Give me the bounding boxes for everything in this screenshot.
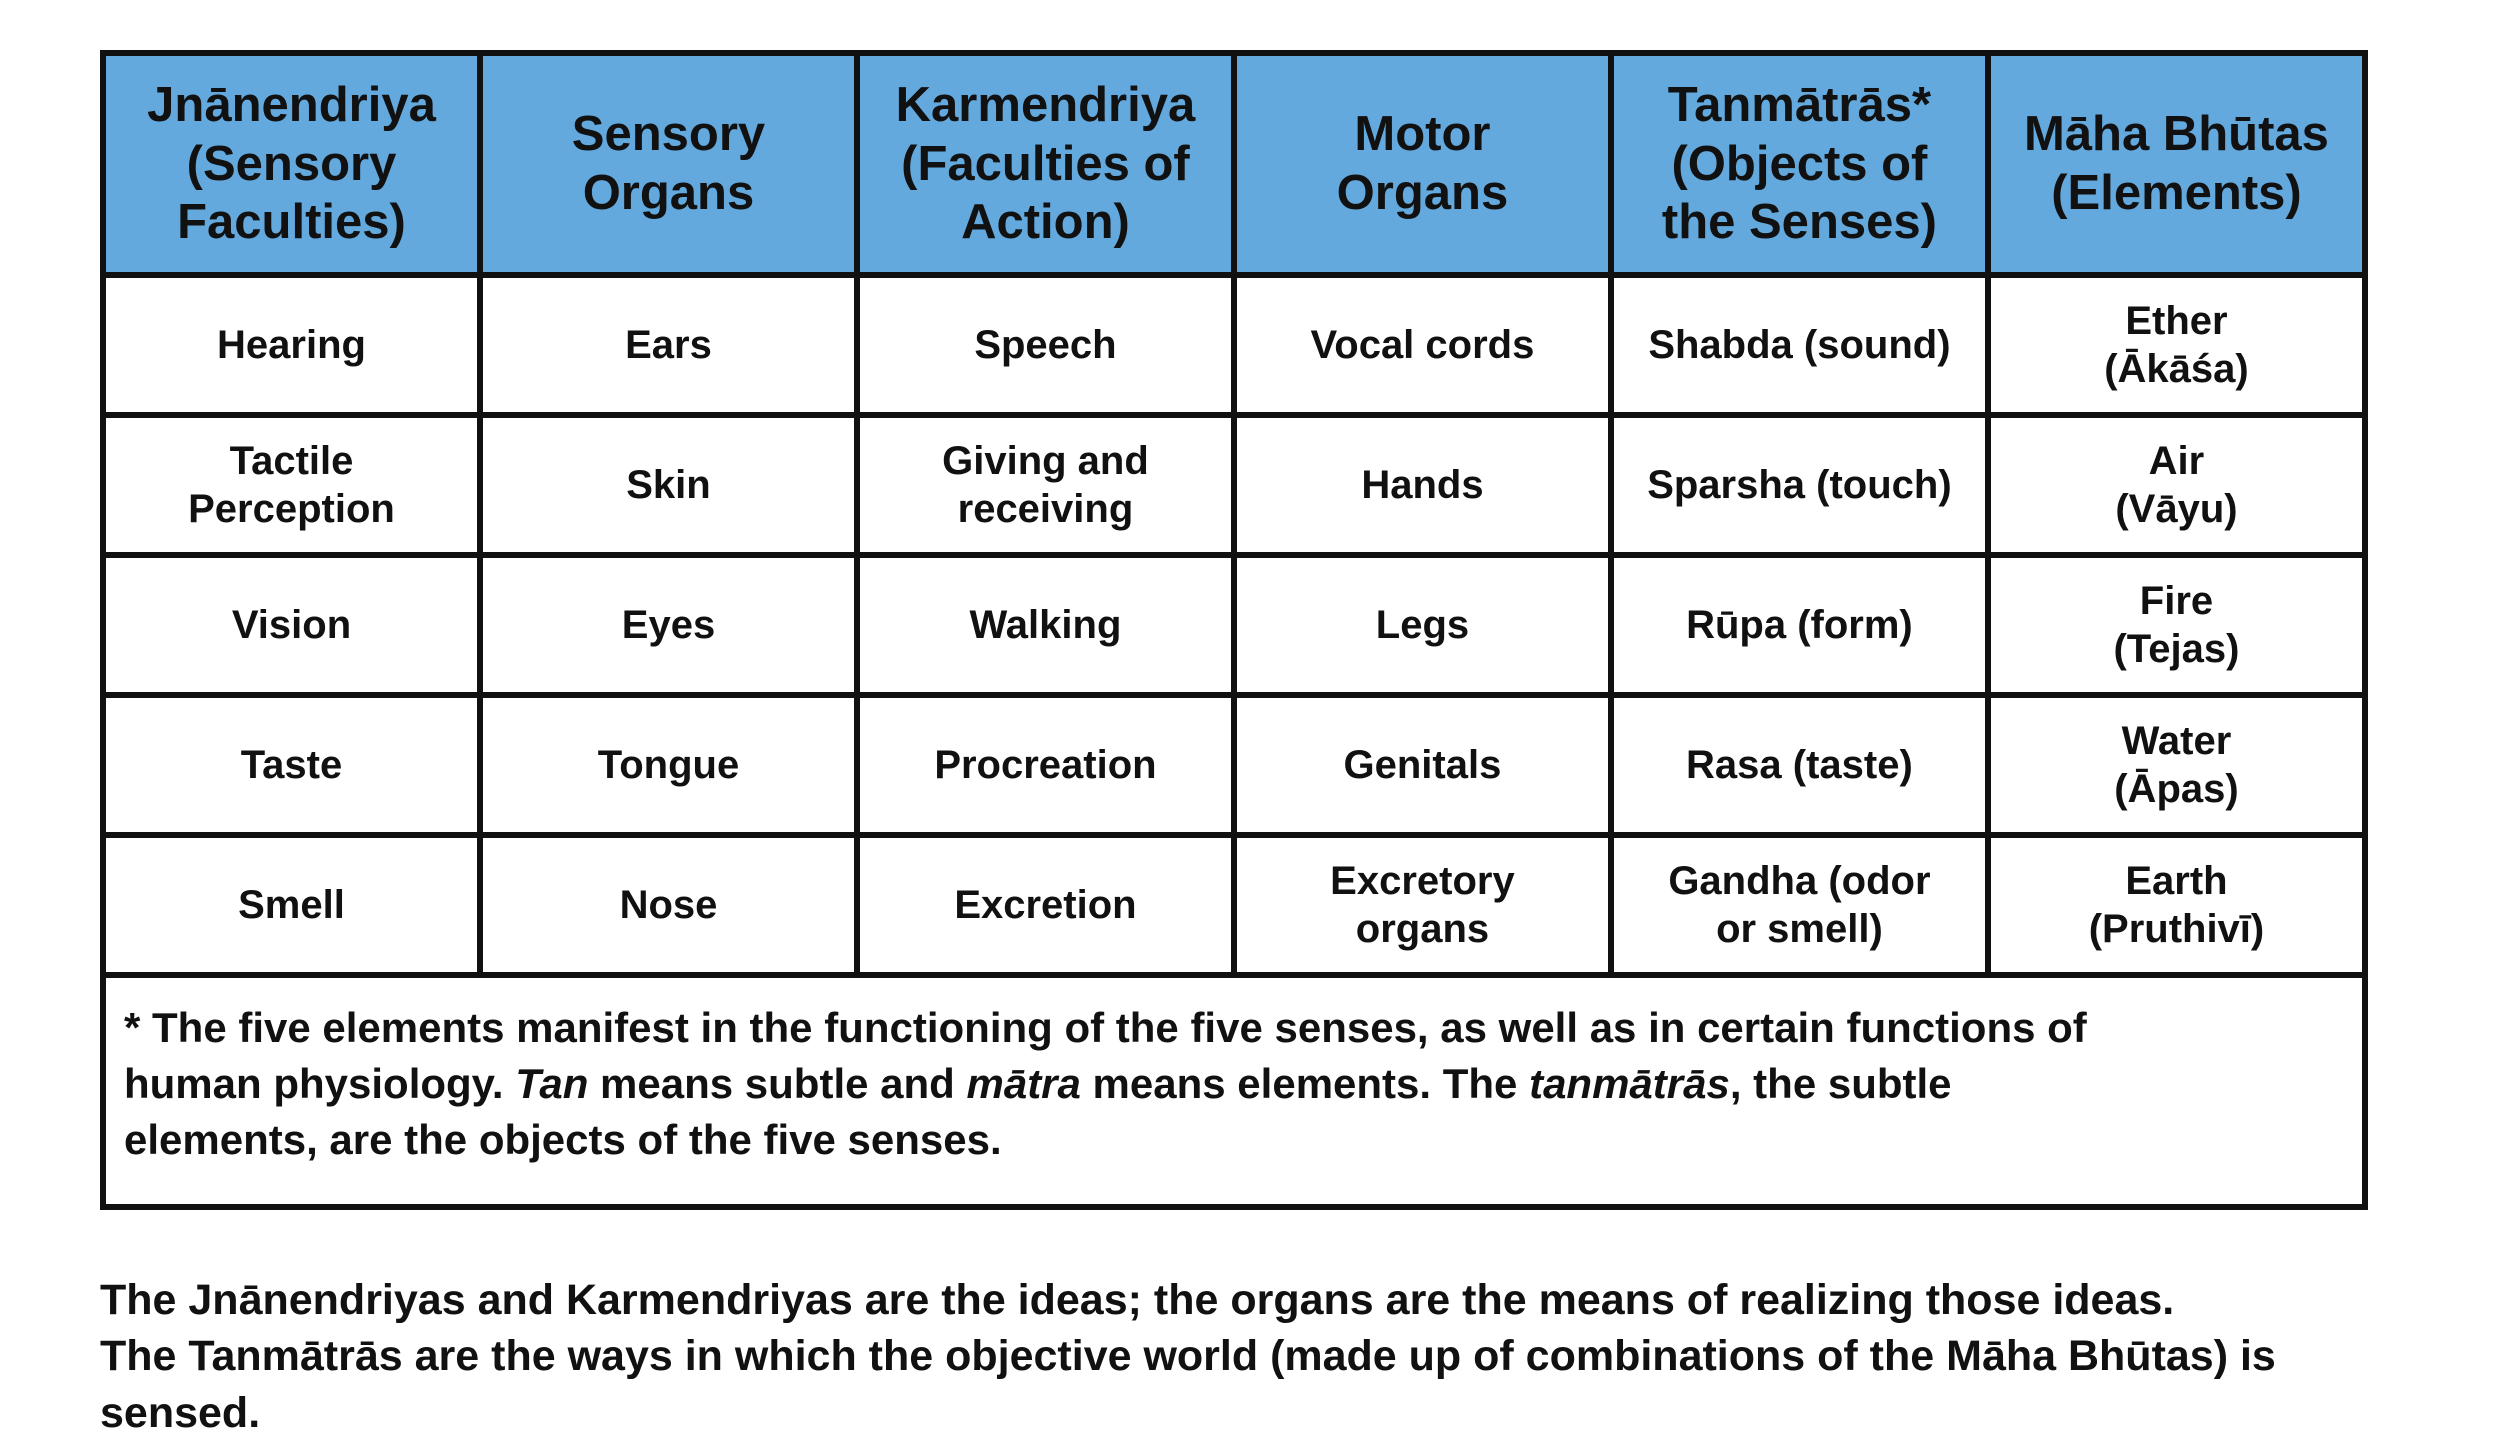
footnote-line-2: human physiology. Tan means subtle and mātra means elements. The tanmātrās, the subtle [124,1059,1952,1107]
table-row-hearing [103,275,2365,415]
table-cell: Fire (Tejas) [1988,555,2365,695]
table-cell: Vision [103,555,480,695]
table-cell: Smell [103,835,480,975]
table-cell: Tongue [480,695,857,835]
table-cell: Earth (Pruthivī) [1988,835,2365,975]
header-tanmatras: Tanmātrās* (Objects of the Senses) [1611,53,1988,275]
table-cell: Rasa (taste) [1611,695,1988,835]
header-karmendriya: Karmendriya (Faculties of Action) [857,53,1234,275]
table-row-smell [103,835,2365,975]
table-cell: Excretion [857,835,1234,975]
table-row-vision [103,555,2365,695]
table-cell: Ears [480,275,857,415]
table-cell: Eyes [480,555,857,695]
table-cell: Vocal cords [1234,275,1611,415]
table-cell: Sparsha (touch) [1611,415,1988,555]
table-footnote: * The five elements manifest in the functioning of the five senses, as well as in certain functions of human physiology. Tan means subtle and mātra means elements. The tanmātrās, the subtle elements, are the objects of the five senses. [103,975,2365,1207]
table-cell: Genitals [1234,695,1611,835]
table-cell: Taste [103,695,480,835]
table-row-taste [103,695,2365,835]
header-sensory-organs: Sensory Organs [480,53,857,275]
senses-elements-table [100,50,2368,1210]
table-cell: Giving and receiving [857,415,1234,555]
table-cell: Tactile Perception [103,415,480,555]
table-cell: Air (Vāyu) [1988,415,2365,555]
table-cell: Excretory organs [1234,835,1611,975]
header-maha-bhutas: Māha Bhūtas (Elements) [1988,53,2365,275]
table-cell: Legs [1234,555,1611,695]
table-cell: Hands [1234,415,1611,555]
header-jnanendriya: Jnānendriya (Sensory Faculties) [103,53,480,275]
table-cell: Speech [857,275,1234,415]
table-row-tactile [103,415,2365,555]
caption-paragraph: The Jnānendriyas and Karmendriyas are the ideas; the organs are the means of realizing those ideas. The Tanmātrās are the ways in which the objective world (made up of combinations of the Māha Bhūtas) is sensed. [100,1276,2276,1437]
page [100,50,2368,1441]
table-cell: Walking [857,555,1234,695]
table-cell: Water (Āpas) [1988,695,2365,835]
header-row [103,53,2365,275]
table-cell: Rūpa (form) [1611,555,1988,695]
table-cell: Procreation [857,695,1234,835]
header-motor-organs: Motor Organs [1234,53,1611,275]
footnote-row [103,975,2365,1207]
table-cell: Gandha (odor or smell) [1611,835,1988,975]
table-cell: Hearing [103,275,480,415]
table-cell: Ether (Ākāśa) [1988,275,2365,415]
table-cell: Skin [480,415,857,555]
table-cell: Nose [480,835,857,975]
table-cell: Shabda (sound) [1611,275,1988,415]
